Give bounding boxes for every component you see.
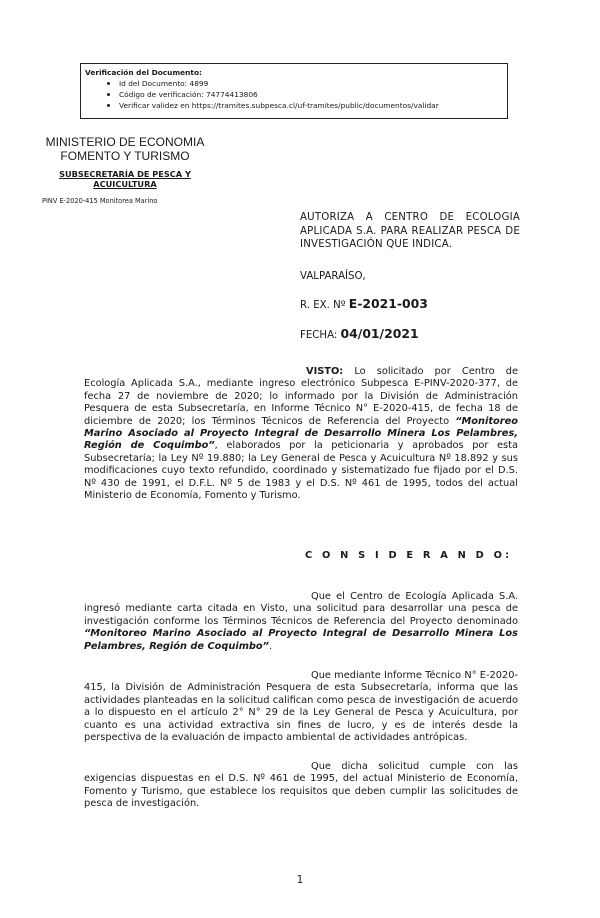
ministry-line-2: FOMENTO Y TURISMO xyxy=(60,149,190,163)
visto-text-after: , elaborados por la peticionaria y aprobados por esta Subsecretaría; la Ley Nº 19.880; la Ley General de Pesca y Acuicultura Nº 18.892 y sus modificaciones cuyo texto refundido, coordinado y sistematizado fue fijado por el D.S. Nº 430 de 1991, el D.F.L. Nº 5 de 1983 y el D.S. Nº 461 de 1995, todos del actual Ministerio de Economía, Fomento y Turismo. xyxy=(84,440,518,502)
considerando-p1-project: “Monitoreo Marino Asociado al Proyecto Integral de Desarrollo Minera Los Pelambres, Región de Coquimbo” xyxy=(84,628,518,652)
verification-title: Verificación del Documento: xyxy=(85,68,202,77)
considerando-heading: C O N S I D E R A N D O: xyxy=(305,550,513,561)
visto-paragraph xyxy=(84,366,518,502)
visto-text-before: Lo solicitado por Centro de Ecología Aplicada S.A., mediante ingreso electrónico Subpesca E-PINV-2020-377, de fecha 27 de noviembre de 2020; lo informado por la División de Administración Pesquera de esta Subsecretaría, en Informe Técnico N° E-2020-415, de fecha 18 de diciembre de 2020; los Términos Técnicos de Referencia del Proyecto xyxy=(84,366,518,427)
considerando-p1-after: . xyxy=(268,640,273,652)
verification-box xyxy=(80,63,508,119)
rex-value: E-2021-003 xyxy=(348,296,428,311)
resolution-date xyxy=(300,326,419,341)
verification-list xyxy=(85,78,503,111)
considerando-paragraph-1 xyxy=(84,591,518,653)
pinv-reference: PINV E-2020-415 Monitorea Marino xyxy=(42,197,158,205)
considerando-paragraph-3: Que dicha solicitud cumple con las exigencias dispuestas en el D.S. Nº 461 de 1995, del actual Ministerio de Economía, Fomento y Turismo, que establece los requisitos que deben cumplir las solicitudes de pesca de investigación. xyxy=(84,761,518,810)
date-value: 04/01/2021 xyxy=(340,326,419,341)
subsecretaria-line-2: ACUICULTURA xyxy=(93,179,157,189)
ministry-name xyxy=(30,135,220,163)
subsecretaria-name xyxy=(30,169,220,189)
visto-label: VISTO: xyxy=(306,366,344,377)
verification-item-code: Código de verificación: 74774413806 xyxy=(119,89,503,100)
verification-item-id: Id del Documento: 4899 xyxy=(119,78,503,89)
date-label: FECHA: xyxy=(300,330,338,341)
rex-label: R. EX. Nº xyxy=(300,300,346,311)
resolution-title: AUTORIZA A CENTRO DE ECOLOGIA APLICADA S.A. PARA REALIZAR PESCA DE INVESTIGACIÓN QUE INDICA. xyxy=(300,212,520,250)
considerando-paragraph-2: Que mediante Informe Técnico N° E-2020-415, la División de Administración Pesquera de esta Subsecretaría, informa que las actividades planteadas en la solicitud califican como pesca de investigación de acuerdo a lo dispuesto en el artículo 2° N° 29 de la Ley General de Pesca y Acuicultura, por cuanto es una actividad extractiva sin fines de lucro, y es de interés desde la perspectiva de la evaluación de impacto ambiental de actividades antrópicas. xyxy=(84,670,518,744)
page-number: 1 xyxy=(296,874,304,886)
resolution-city: VALPARAÍSO, xyxy=(300,271,366,282)
ministry-line-1: MINISTERIO DE ECONOMIA xyxy=(45,135,205,149)
considerando-p1-before: Que el Centro de Ecología Aplicada S.A. ingresó mediante carta citada en Visto, una solicitud para desarrollar una pesca de investigación conforme los Términos Técnicos de Referencia del Proyecto denominado xyxy=(84,591,518,627)
subsecretaria-line-1: SUBSECRETARÍA DE PESCA Y xyxy=(59,169,191,179)
resolution-number xyxy=(300,296,428,311)
verification-item-url[interactable]: Verificar validez en https://tramites.subpesca.cl/uf-tramites/public/documentos/validar xyxy=(119,100,503,111)
visto-project-name: “Monitoreo Marino Asociado al Proyecto Integral de Desarrollo Minera Los Pelambres, Región de Coquimbo” xyxy=(84,415,518,452)
